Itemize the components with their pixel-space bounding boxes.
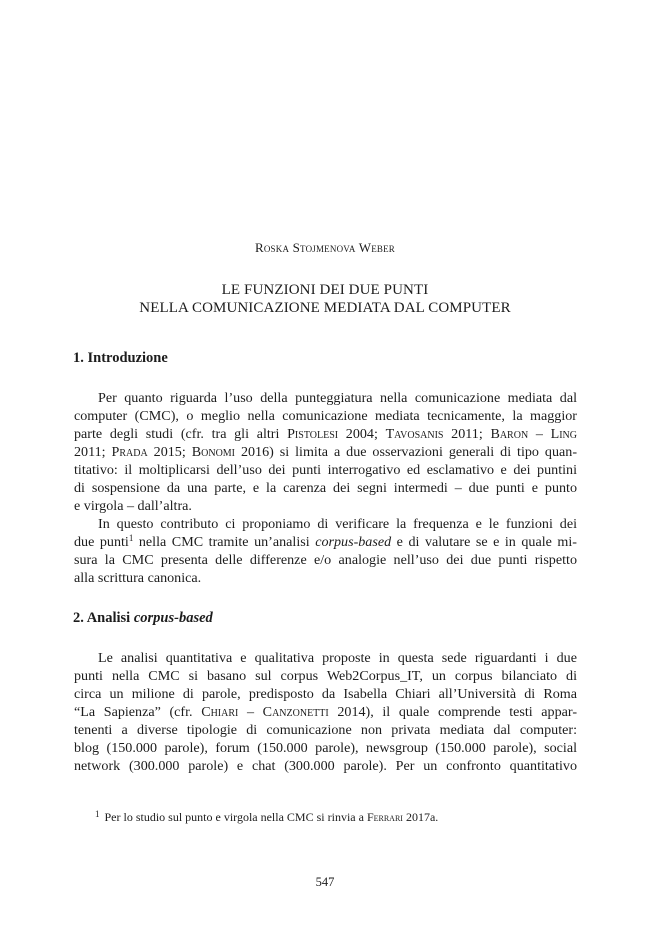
citation-author: Ferrari bbox=[366, 810, 403, 824]
paragraph-line: sura la CMC presenta delle differenze e/o analogie nell’uso dei due punti rispetto bbox=[74, 552, 577, 568]
paragraph-line: titativo: il moltiplicarsi dell’uso dei punti interrogativo ed esclamativo e dei puntini bbox=[74, 462, 577, 478]
paragraph-line: Le analisi quantitativa e qualitativa proposte in questa sede riguardanti i due bbox=[98, 650, 577, 666]
paragraph-line: blog (150.000 parole), forum (150.000 parole), newsgroup (150.000 parole), social bbox=[74, 740, 577, 756]
paragraph-line: parte degli studi (cfr. tra gli altri Pistolesi 2004; Tavosanis 2011; Baron – Ling bbox=[74, 426, 577, 442]
paragraph-line: In questo contributo ci proponiamo di verificare la frequenza e le funzioni dei bbox=[98, 516, 577, 532]
paragraph-line: network (300.000 parole) e chat (300.000 parole). Per un confronto quantitativo bbox=[74, 758, 577, 774]
article-title-line-2: NELLA COMUNICAZIONE MEDIATA DAL COMPUTER bbox=[139, 300, 511, 316]
paragraph-line: 2011; Prada 2015; Bonomi 2016) si limita a due osservazioni generali di tipo quan- bbox=[74, 444, 578, 460]
citation-author: Chiari bbox=[201, 704, 239, 720]
paragraph-line: e virgola – dall’altra. bbox=[74, 498, 192, 514]
footnote: $^1$ Per lo studio sul punto e virgola nella CMC si rinvia a Ferrari 2017a. bbox=[95, 809, 439, 824]
paragraph-line: punti nella CMC si basano sul corpus Web2Corpus_IT, un corpus bilanciato di bbox=[74, 668, 577, 684]
section-heading-analisi: 2. Analisi corpus-based bbox=[73, 610, 213, 626]
paragraph-line: Per quanto riguarda l’uso della punteggiatura nella comunicazione mediata dal bbox=[98, 390, 577, 406]
section-heading-introduzione: 1. Introduzione bbox=[73, 350, 168, 366]
paragraph-line: tenenti a diverse tipologie di comunicazione non privata mediata dal computer: bbox=[74, 722, 577, 738]
paragraph-line: alla scrittura canonica. bbox=[74, 570, 202, 586]
citation-author: Pistolesi bbox=[287, 426, 339, 442]
citation-author: Tavosanis bbox=[385, 426, 444, 442]
author-name: Roska Stojmenova Weber bbox=[254, 240, 396, 255]
page-number: 547 bbox=[315, 875, 335, 889]
paragraph-line: “La Sapienza” (cfr. Chiari – Canzonetti 2014), il quale comprende testi appar- bbox=[74, 704, 578, 720]
article-title-line-1: LE FUNZIONI DEI DUE PUNTI bbox=[221, 282, 429, 298]
citation-author: Baron bbox=[490, 426, 529, 442]
citation-author: Bonomi bbox=[191, 444, 236, 460]
citation-author: Prada bbox=[111, 444, 148, 460]
paragraph-line: circa un milione di parole, predisposto da Isabella Chiari all’Università di Roma bbox=[74, 686, 577, 702]
citation-author: Ling bbox=[550, 426, 577, 442]
citation-author: Canzonetti bbox=[262, 704, 329, 720]
paragraph-line: di sospensione da una parte, e la carenza dei segni intermedi – due punti e punto bbox=[74, 480, 577, 496]
footnote-reference: 1 bbox=[128, 533, 134, 543]
paragraph-line: due punti$^1$ nella CMC tramite un’analisi corpus-based e di valutare se e in quale mi- bbox=[74, 533, 577, 550]
footnote-mark: 1 bbox=[95, 809, 100, 819]
paragraph-line: computer (CMC), o meglio nella comunicazione mediata tecnicamente, la maggior bbox=[74, 408, 577, 424]
